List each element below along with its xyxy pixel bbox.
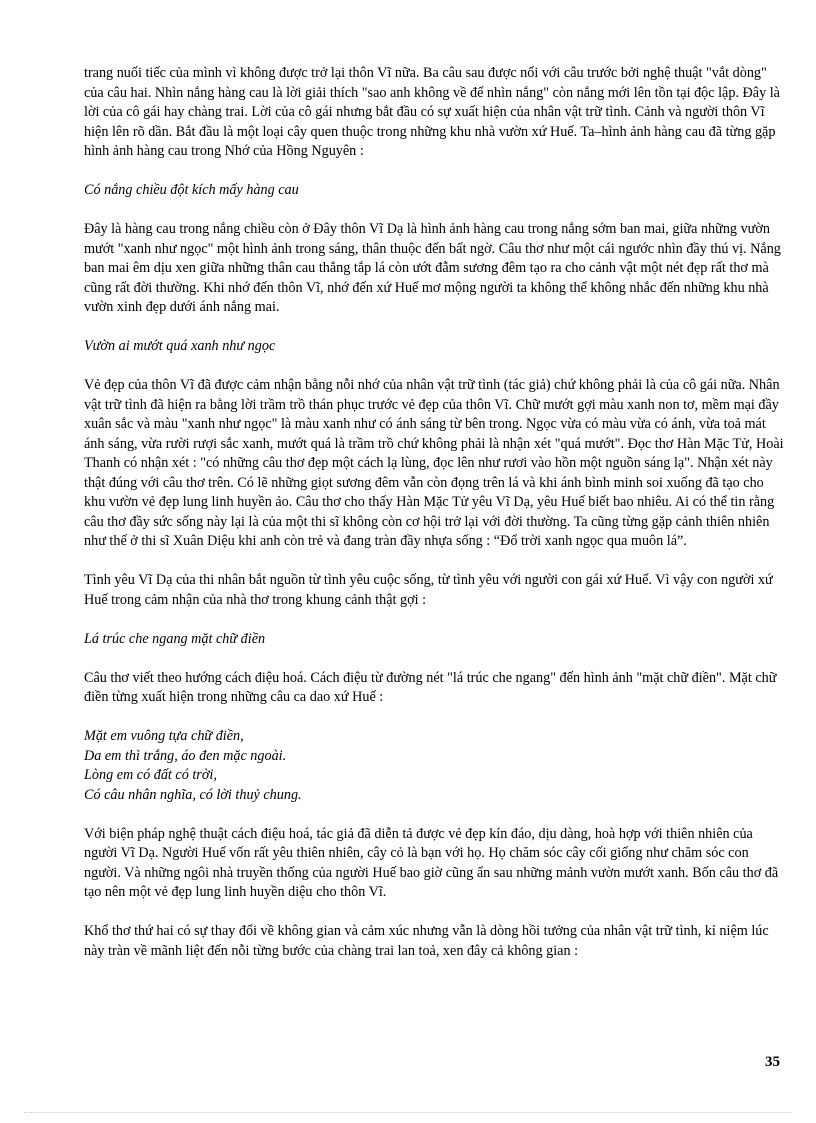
verse-quote-2: Vườn ai mướt quá xanh như ngọc <box>84 338 276 354</box>
paragraph-5: Câu thơ viết theo hướng cách điệu hoá. Cách điệu từ đường nét "lá trúc che ngang" đến hình ảnh "mặt chữ điền". Mặt chữ điền từng xuất hiện trong những câu ca dao xứ Huế : <box>84 669 777 705</box>
page-number: 35 <box>765 1054 780 1070</box>
verse-quote-3: Lá trúc che ngang mặt chữ điền <box>84 630 266 647</box>
paragraph-7: Khổ thơ thứ hai có sự thay đổi về không gian và cảm xúc nhưng vẫn là dòng hồi tưởng của nhân vật trữ tình, kỉ niệm lúc này tràn về mãnh liệt đến nỗi từng bước của chàng trai lan toả, xen đây cả không gian : <box>84 923 769 959</box>
poem-line: Da em thì trắng, áo đen mặc ngoài. <box>84 747 287 764</box>
poem-line: Có câu nhân nghĩa, có lời thuỷ chung. <box>84 786 302 803</box>
poem-line: Mặt em vuông tựa chữ điền, <box>84 728 244 744</box>
paragraph-6: Với biện pháp nghệ thuật cách điệu hoá, tác giả đã diễn tả được vẻ đẹp kín đáo, dịu dàng, hoà hợp với thiên nhiên của người Vĩ Dạ. Người Huế vốn rất yêu thiên nhiên, cây cỏ là bạn với họ. Họ chăm sóc cây cối giống như chăm sóc con người. Và những ngôi nhà truyền thống của người Huế bao giờ cũng ẩn sau những mảnh vườn mướt xanh. Bốn câu thơ đã tạo nên một vẻ đẹp lung linh huyền diệu cho thôn Vĩ. <box>84 825 779 900</box>
footer-divider <box>24 1112 792 1113</box>
poem-line: Lòng em có đất có trời, <box>84 767 217 783</box>
paragraph-2: Đây là hàng cau trong nắng chiều còn ở Đây thôn Vĩ Dạ là hình ảnh hàng cau trong nắng sớm ban mai, giữa những vườn mướt "xanh như ngọc" một hình ảnh trong sáng, thân thuộc đến bất ngờ. Câu thơ như một cái ngước nhìn đầy thú vị. Nắng ban mai êm dịu xen giữa những thân cau thẳng tắp lá còn ướt đẫm sương đêm tạo ra cho cảnh vật một nét đẹp rất thơ mà cũng rất đời thường. Khi nhớ đến thôn Vĩ, nhớ đến xứ Huế mơ mộng người ta không thể không nhắc đến những khu nhà vườn xinh đẹp dưới ánh nắng mai. <box>84 221 781 315</box>
paragraph-1: trang nuối tiếc của mình vì không được trở lại thôn Vĩ nữa. Ba câu sau được nối với câu trước bởi nghệ thuật "vắt dòng" của câu hai. Nhìn nắng hàng cau là lời giải thích "sao anh không về để nhìn nắng" còn nắng mới lên tồn tại độc lập. Đây là lời của cô gái hay chàng trai. Lời của cô gái nhưng bắt đầu có sự xuất hiện của nhân vật trữ tình. Cảnh và người thôn Vĩ hiện lên rõ dần. Bắt đầu là một loại cây quen thuộc trong những khu nhà vườn xứ Huế. Ta–hình ảnh hàng cau đã từng gặp hình ảnh hàng cau trong Nhớ của Hồng Nguyên : <box>84 65 780 159</box>
folk-poem <box>84 727 786 805</box>
document-body <box>84 64 786 981</box>
paragraph-4: Tình yêu Vĩ Dạ của thi nhân bắt nguồn từ tình yêu cuộc sống, từ tình yêu với người con gái xứ Huế. Vì vậy con người xứ Huế trong cảm nhận của nhà thơ trong khung cảnh thật gợi : <box>84 572 773 608</box>
paragraph-3: Vẻ đẹp của thôn Vĩ đã được cảm nhận bằng nỗi nhớ của nhân vật trữ tình (tác giả) chứ không phải là của cô gái nữa. Nhân vật trữ tình đã hiện ra bằng lời trầm trồ thán phục trước vẻ đẹp của thôn Vĩ. Chữ mướt gợi màu xanh non tơ, mềm mại đầy xuân sắc và màu "xanh như ngọc" là màu xanh như có ánh sáng từ bên trong. Ngọc vừa có màu vừa có ánh, vừa toả mát ánh sáng, vừa rười rượi sắc xanh, mướt quá là trầm trồ chứ không phải là nhận xét "quá mướt". Đọc thơ Hàn Mặc Tử, Hoài Thanh có nhận xét : "có những câu thơ đẹp một cách lạ lùng, đọc lên như rươi vào hồn một nguồn sáng lạ". Nhận xét này thật đúng với câu thơ trên. Có lẽ những giọt sương đêm vẫn còn đọng trên lá và khi ánh bình minh soi xuống đã tạo cho khu vườn vẻ đẹp lung linh huyền ảo. Câu thơ cho thấy Hàn Mặc Tử yêu Vĩ Dạ, yêu Huế biết bao nhiêu. Ai có thể tin rằng câu thơ đầy sức sống này lại là của một thi sĩ không còn cơ hội trở lại với đời thường. Ta cũng từng gặp cảnh thiên nhiên như thế ở thi sĩ Xuân Diệu khi anh còn trẻ và đang tràn đầy nhựa sống : “Đổ trời xanh ngọc qua muôn lá”. <box>84 377 784 549</box>
verse-quote-1: Có nắng chiều đột kích mấy hàng cau <box>84 182 299 198</box>
